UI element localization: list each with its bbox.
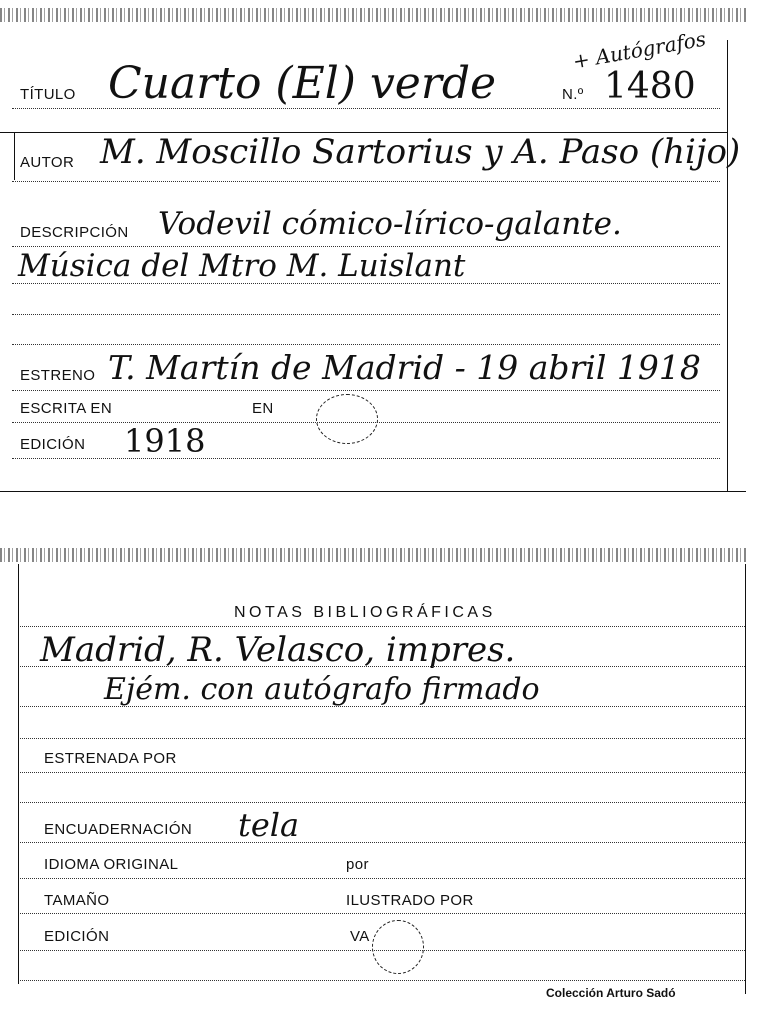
rule-descripcion-2	[12, 283, 720, 284]
rule-notas-2	[20, 706, 745, 707]
card-right-border	[745, 564, 746, 994]
notas-heading: NOTAS BIBLIOGRÁFICAS	[234, 604, 496, 621]
rule-estreno	[12, 390, 720, 391]
autor-left-border	[14, 132, 15, 180]
valor-label: VA	[350, 928, 370, 945]
edicion-label-bottom: EDICIÓN	[44, 928, 110, 945]
rule-last	[20, 980, 745, 981]
autor-value: M. Moscillo Sartorius y A. Paso (hijo)	[100, 132, 741, 172]
stamp-circle	[316, 394, 378, 444]
rule-descripcion-1	[12, 246, 720, 247]
descripcion-value: Vodevil cómico-lírico-galante.	[158, 206, 622, 242]
idioma-por-label: por	[346, 856, 369, 873]
edicion-label: EDICIÓN	[20, 436, 86, 453]
card-left-border	[18, 564, 19, 984]
card-right-border	[727, 40, 728, 492]
rule-notas-3	[20, 738, 745, 739]
numero-value: 1480	[604, 66, 696, 107]
scan-noise-edge	[0, 548, 746, 562]
idioma-original-label: IDIOMA ORIGINAL	[44, 856, 179, 873]
stamp-circle-bottom	[372, 920, 424, 974]
descripcion-line2: Música del Mtro M. Luislant	[18, 248, 466, 284]
estrenada-por-label: ESTRENADA POR	[44, 750, 177, 767]
encuadernacion-value: tela	[238, 806, 300, 844]
descripcion-label: DESCRIPCIÓN	[20, 224, 129, 241]
corner-note: + Autógrafos	[570, 26, 708, 74]
numero-label: N.º	[562, 86, 584, 103]
notes-line1: Madrid, R. Velasco, impres.	[40, 630, 516, 670]
autor-label: AUTOR	[20, 154, 75, 171]
rule-estrenada-2	[20, 802, 745, 803]
escrita-en-label: ESCRITA EN	[20, 400, 113, 417]
estreno-label: ESTRENO	[20, 367, 96, 384]
rule-estrenada	[20, 772, 745, 773]
estreno-value: T. Martín de Madrid - 19 abril 1918	[108, 348, 701, 387]
collection-footer: Colección Arturo Sadó	[546, 986, 676, 1000]
encuadernacion-label: ENCUADERNACIÓN	[44, 821, 193, 838]
rule-descripcion-3	[12, 314, 720, 315]
titulo-value: Cuarto (El) verde	[108, 58, 497, 109]
rule-edicion-bottom	[20, 950, 745, 951]
rule-notas-0	[20, 626, 745, 627]
card-bottom-border	[0, 491, 746, 492]
ilustrado-por-label: ILUSTRADO POR	[346, 892, 474, 909]
catalog-card-bottom	[0, 540, 746, 1000]
rule-edicion	[12, 458, 720, 459]
rule-autor	[12, 181, 720, 182]
scan-noise-edge	[0, 8, 746, 22]
rule-descripcion-4	[12, 344, 720, 345]
tamano-label: TAMAÑO	[44, 892, 110, 909]
rule-escrita	[12, 422, 720, 423]
rule-notas-1	[20, 666, 745, 667]
catalog-card-top	[0, 0, 746, 494]
rule-encuadernacion	[20, 842, 745, 843]
edicion-value: 1918	[124, 422, 206, 460]
rule-idioma	[20, 878, 745, 879]
titulo-label: TÍTULO	[20, 86, 76, 103]
escrita-en-en-label: EN	[252, 400, 274, 417]
rule-titulo	[12, 108, 720, 109]
rule-tamano	[20, 913, 745, 914]
notes-line2: Ejém. con autógrafo firmado	[104, 672, 540, 707]
